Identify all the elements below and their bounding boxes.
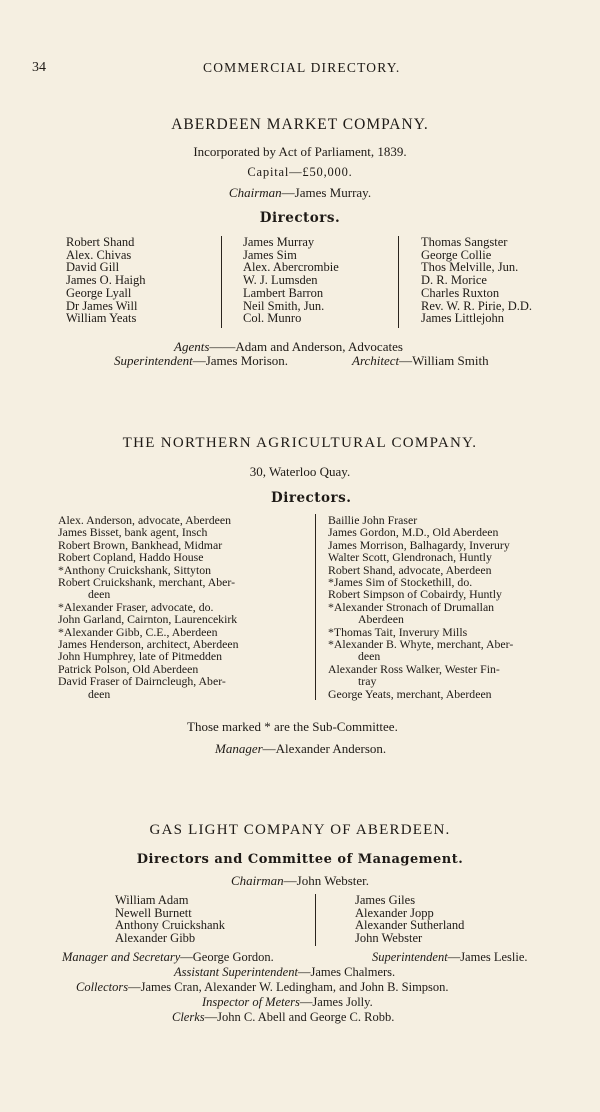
director-entry: Robert Brown, Bankhead, Midmar: [58, 537, 223, 552]
director-entry: *Thomas Tait, Inverury Mills: [328, 624, 468, 639]
inspector-line: [202, 995, 373, 1010]
director-entry: Baillie John Fraser: [328, 513, 418, 527]
director-name: William Yeats: [66, 311, 137, 326]
director-entry: *Alexander Stronach of Drumallan: [328, 599, 495, 614]
column-divider: [315, 894, 316, 946]
director-entry: Robert Simpson of Cobairdy, Huntly: [328, 587, 502, 602]
directors-left-column: [58, 514, 238, 700]
committee-member: Newell Burnett: [115, 905, 192, 920]
director-entry: Robert Copland, Haddo House: [58, 550, 204, 565]
director-entry: Aberdeen: [358, 612, 404, 627]
architect-line: [352, 353, 489, 369]
clerks-label: Clerks: [172, 1010, 205, 1024]
director-entry: *Anthony Cruickshank, Sittyton: [58, 562, 212, 577]
director-name: David Gill: [66, 260, 120, 275]
inspector-value: —James Jolly.: [299, 995, 373, 1009]
director-name: Thos Melville, Jun.: [421, 260, 519, 275]
architect-value: —William Smith: [399, 353, 489, 368]
director-entry: Walter Scott, Glendronach, Huntly: [328, 550, 492, 565]
superintendent-label: Superintendent: [372, 950, 448, 964]
architect-label: Architect: [352, 353, 400, 368]
director-entry: John Humphrey, late of Pitmedden: [58, 649, 223, 664]
assistant-value: —James Chalmers.: [297, 965, 396, 979]
chairman-name: —James Murray.: [281, 185, 372, 200]
section-title: ABERDEEN MARKET COMPANY.: [171, 116, 429, 133]
director-entry: Robert Shand, advocate, Aberdeen: [328, 562, 492, 577]
director-entry: James Gordon, M.D., Old Aberdeen: [328, 525, 499, 540]
director-entry: deen: [88, 686, 111, 701]
director-name: George Collie: [421, 247, 492, 262]
chairman-line: [0, 185, 600, 201]
agents-value: ——Adam and Anderson, Advocates: [209, 339, 403, 354]
chairman-line: [0, 873, 600, 889]
director-entry: *Alexander B. Whyte, merchant, Aber-: [328, 637, 514, 652]
director-name: George Lyall: [66, 285, 132, 300]
directors-heading: Directors.: [259, 210, 341, 226]
directors-column-2: [243, 236, 339, 325]
director-entry: David Fraser of Dairncleugh, Aber-: [58, 674, 226, 689]
director-name: Dr James Will: [66, 298, 138, 313]
director-entry: tray: [358, 674, 377, 689]
director-name: Col. Munro: [243, 311, 302, 326]
committee-member: Alexander Sutherland: [355, 918, 465, 933]
director-entry: James Morrison, Balhagardy, Inverury: [328, 537, 510, 552]
clerks-value: —John C. Abell and George C. Robb.: [204, 1010, 395, 1024]
manager-label: Manager: [215, 741, 263, 756]
address-line: 30, Waterloo Quay.: [249, 464, 351, 479]
director-entry: deen: [88, 587, 111, 602]
incorporation-line: Incorporated by Act of Parliament, 1839.: [193, 144, 407, 159]
column-divider: [315, 514, 316, 700]
manager-label: Manager and Secretary: [62, 950, 181, 964]
superintendent-line: [114, 353, 288, 369]
superintendent-line: [372, 950, 528, 965]
director-name: Alex. Chivas: [66, 247, 132, 262]
chairman-value: —John Webster.: [283, 873, 370, 888]
director-name: D. R. Morice: [421, 273, 487, 288]
directors-right-column: [328, 514, 513, 700]
director-entry: John Garland, Cairnton, Laurencekirk: [58, 612, 238, 627]
directors-column-3: [421, 236, 532, 325]
capital-line: Capital—£50,000.: [247, 165, 353, 179]
director-name: James Littlejohn: [421, 311, 504, 326]
director-entry: *Alexander Fraser, advocate, do.: [58, 599, 214, 614]
collectors-line: [76, 980, 449, 995]
directors-heading: Directors.: [271, 490, 352, 506]
director-name: Thomas Sangster: [421, 235, 508, 249]
column-divider: [398, 236, 399, 328]
manager-line: [62, 950, 274, 965]
column-divider: [221, 236, 222, 328]
director-entry: *Alexander Gibb, C.E., Aberdeen: [58, 624, 218, 639]
committee-column-2: [355, 894, 464, 945]
section-title: THE NORTHERN AGRICULTURAL COMPANY.: [122, 435, 478, 451]
director-name: James O. Haigh: [66, 273, 146, 288]
agents-label: Agents: [174, 339, 210, 354]
manager-value: —Alexander Anderson.: [262, 741, 387, 756]
director-name: Robert Shand: [66, 235, 135, 249]
director-name: James Murray: [243, 235, 315, 249]
manager-value: —George Gordon.: [180, 950, 274, 964]
clerks-line: [172, 1010, 394, 1025]
chairman-label: Chairman: [230, 873, 284, 888]
committee-member: William Adam: [115, 893, 189, 907]
director-name: Charles Ruxton: [421, 285, 500, 300]
directors-column-1: [66, 236, 146, 325]
section-title: GAS LIGHT COMPANY OF ABERDEEN.: [149, 822, 451, 838]
committee-member: James Giles: [355, 893, 416, 907]
director-name: W. J. Lumsden: [243, 273, 318, 288]
director-entry: George Yeats, merchant, Aberdeen: [328, 686, 492, 701]
superintendent-value: —James Leslie.: [447, 950, 528, 964]
committee-member: Alexander Jopp: [355, 905, 434, 920]
superintendent-label: Superintendent: [114, 353, 193, 368]
committee-member: Alexander Gibb: [115, 931, 196, 946]
collectors-value: —James Cran, Alexander W. Ledingham, and John B. Simpson.: [128, 980, 449, 994]
superintendent-value: —James Morison.: [192, 353, 289, 368]
director-entry: Alexander Ross Walker, Wester Fin-: [328, 661, 500, 676]
director-name: Neil Smith, Jun.: [243, 298, 325, 313]
director-name: Alex. Abercrombie: [243, 260, 339, 275]
director-name: Lambert Barron: [243, 285, 324, 300]
running-title: COMMERCIAL DIRECTORY.: [203, 60, 401, 75]
committee-member: John Webster: [355, 931, 423, 946]
director-name: Rev. W. R. Pirie, D.D.: [421, 298, 532, 313]
director-entry: *James Sim of Stockethill, do.: [328, 575, 473, 590]
director-entry: Robert Cruickshank, merchant, Aber-: [58, 575, 235, 590]
collectors-label: Collectors: [76, 980, 129, 994]
assistant-label: Assistant Superintendent: [174, 965, 298, 979]
director-entry: Patrick Polson, Old Aberdeen: [58, 661, 199, 676]
page-number: 34: [32, 60, 46, 75]
director-entry: deen: [358, 649, 381, 664]
director-name: James Sim: [243, 247, 297, 262]
assistant-superintendent-line: [174, 965, 395, 980]
manager-line: [215, 741, 386, 757]
director-entry: Alex. Anderson, advocate, Aberdeen: [58, 513, 231, 527]
director-entry: James Henderson, architect, Aberdeen: [58, 637, 239, 652]
inspector-label: Inspector of Meters: [202, 995, 300, 1009]
committee-column-1: [115, 894, 225, 945]
committee-member: Anthony Cruickshank: [115, 918, 226, 933]
director-entry: James Bisset, bank agent, Insch: [58, 525, 208, 540]
directors-heading: Directors and Committee of Management.: [136, 852, 464, 867]
chairman-label: Chairman: [228, 185, 282, 200]
sub-committee-note: Those marked * are the Sub-Committee.: [187, 719, 398, 734]
